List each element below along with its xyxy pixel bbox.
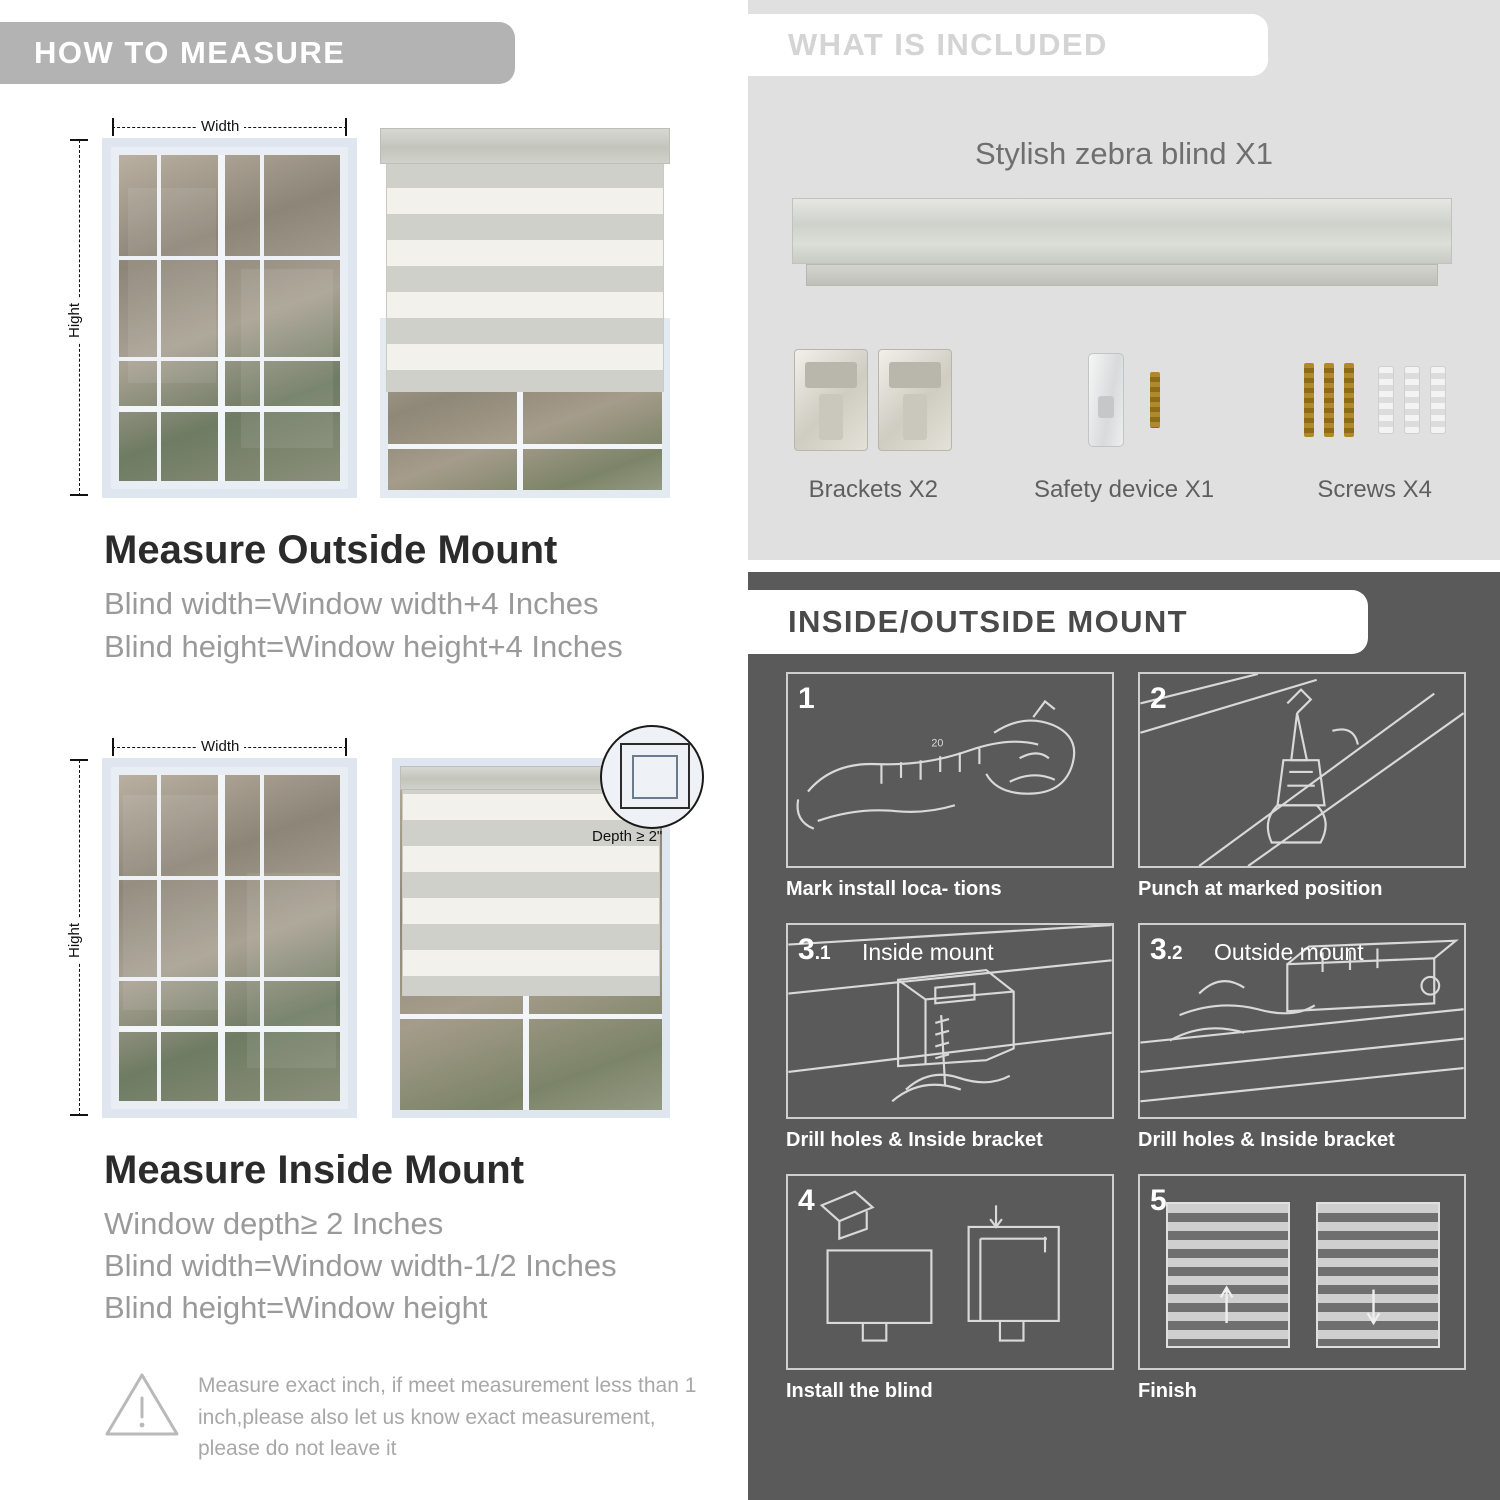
step-caption: Drill holes & Inside bracket	[1138, 1129, 1395, 1151]
part-label: Safety device X1	[1033, 476, 1215, 503]
measurement-note-text: Measure exact inch, if meet measurement less than 1 inch,please also let us know exact measurement, please do not leave it	[198, 1374, 697, 1460]
warning-triangle-icon	[104, 1370, 180, 1438]
part-screws	[1249, 340, 1500, 504]
drill-icon	[1138, 672, 1466, 868]
outside-height-label: Hight	[66, 298, 83, 343]
inside-width-label: Width	[196, 738, 244, 755]
inside-outside-mount-title: INSIDE/OUTSIDE MOUNT	[748, 590, 1368, 654]
step-caption: Drill holes & Inside bracket	[786, 1129, 1043, 1151]
install-step-4	[786, 1174, 1114, 1403]
tick	[112, 118, 114, 136]
step-sub-title: Outside mount	[1214, 939, 1364, 965]
outside-bracket-icon	[1138, 923, 1466, 1119]
step-number: 3.2	[1150, 933, 1183, 966]
svg-text:20: 20	[931, 737, 944, 750]
what-is-included-title: WHAT IS INCLUDED	[748, 14, 1268, 76]
inside-height-label: Hight	[66, 918, 83, 963]
outside-mount-diagram	[0, 0, 740, 700]
tick	[70, 139, 88, 141]
measurement-note	[104, 1370, 704, 1465]
install-step-3-1	[786, 923, 1114, 1152]
step-number: 5	[1150, 1184, 1167, 1217]
step-caption: Install the blind	[786, 1380, 933, 1402]
window-illustration	[102, 758, 357, 1118]
tape-measure-hand-icon	[786, 672, 1114, 868]
part-label: Brackets X2	[808, 476, 939, 503]
inside-mount-line-3: Blind height=Window height	[104, 1290, 488, 1325]
inside-mount-diagram	[0, 620, 740, 1380]
inside-mount-line-1: Window depth≥ 2 Inches	[104, 1206, 444, 1241]
product-title: Stylish zebra blind X1	[974, 136, 1274, 171]
step-caption: Finish	[1138, 1380, 1197, 1402]
tick	[70, 759, 88, 761]
outside-mount-blind-illustration	[380, 128, 670, 498]
how-to-measure-title: HOW TO MEASURE	[0, 22, 515, 84]
install-step-5	[1138, 1174, 1466, 1403]
tick	[70, 1114, 88, 1116]
step-number: 2	[1150, 682, 1167, 715]
step-caption: Mark install loca- tions	[786, 878, 1002, 900]
depth-label: Depth ≥ 2"	[592, 828, 663, 845]
blind-bottom-lip	[806, 264, 1438, 286]
window-glass	[119, 155, 340, 481]
inside-mount-title: Measure Inside Mount	[104, 1148, 525, 1192]
install-step-3-2	[1138, 923, 1466, 1152]
inside-mount-line-2: Blind width=Window width-1/2 Inches	[104, 1248, 617, 1283]
part-brackets	[748, 340, 999, 504]
step-sub-title: Inside mount	[862, 939, 994, 965]
included-parts-row	[748, 340, 1500, 504]
tick	[345, 118, 347, 136]
installation-steps-grid	[786, 672, 1466, 1403]
inside-bracket-icon	[786, 923, 1114, 1119]
depth-callout-icon	[600, 725, 704, 829]
install-blind-icon	[786, 1174, 1114, 1370]
outside-mount-line-2: Blind height=Window height+4 Inches	[104, 629, 623, 664]
what-is-included-panel	[748, 0, 1500, 560]
install-step-2	[1138, 672, 1466, 901]
screw-icon	[1304, 340, 1446, 460]
bracket-icon	[794, 340, 952, 460]
blind-fabric	[386, 162, 664, 392]
finished-blinds-icon	[1138, 1174, 1466, 1370]
inside-outside-mount-panel	[748, 572, 1500, 1500]
right-column	[748, 0, 1500, 1500]
install-step-1	[786, 672, 1114, 901]
tick	[70, 494, 88, 496]
safety-device-icon	[1088, 340, 1160, 460]
window-glass	[119, 775, 340, 1101]
blind-tube	[792, 198, 1452, 264]
zebra-blind-product-image	[792, 198, 1452, 298]
part-safety-device	[999, 340, 1250, 504]
step-number: 3.1	[798, 933, 831, 966]
outside-width-label: Width	[196, 118, 244, 135]
outside-mount-line-1: Blind width=Window width+4 Inches	[104, 586, 599, 621]
step-number: 1	[798, 682, 815, 715]
step-number: 4	[798, 1184, 815, 1217]
outside-mount-title: Measure Outside Mount	[104, 528, 558, 572]
window-illustration	[102, 138, 357, 498]
tick	[112, 738, 114, 756]
step-caption: Punch at marked position	[1138, 878, 1383, 900]
tick	[345, 738, 347, 756]
blind-headrail	[380, 128, 670, 164]
how-to-measure-column	[0, 0, 740, 1500]
part-label: Screws X4	[1317, 476, 1433, 503]
